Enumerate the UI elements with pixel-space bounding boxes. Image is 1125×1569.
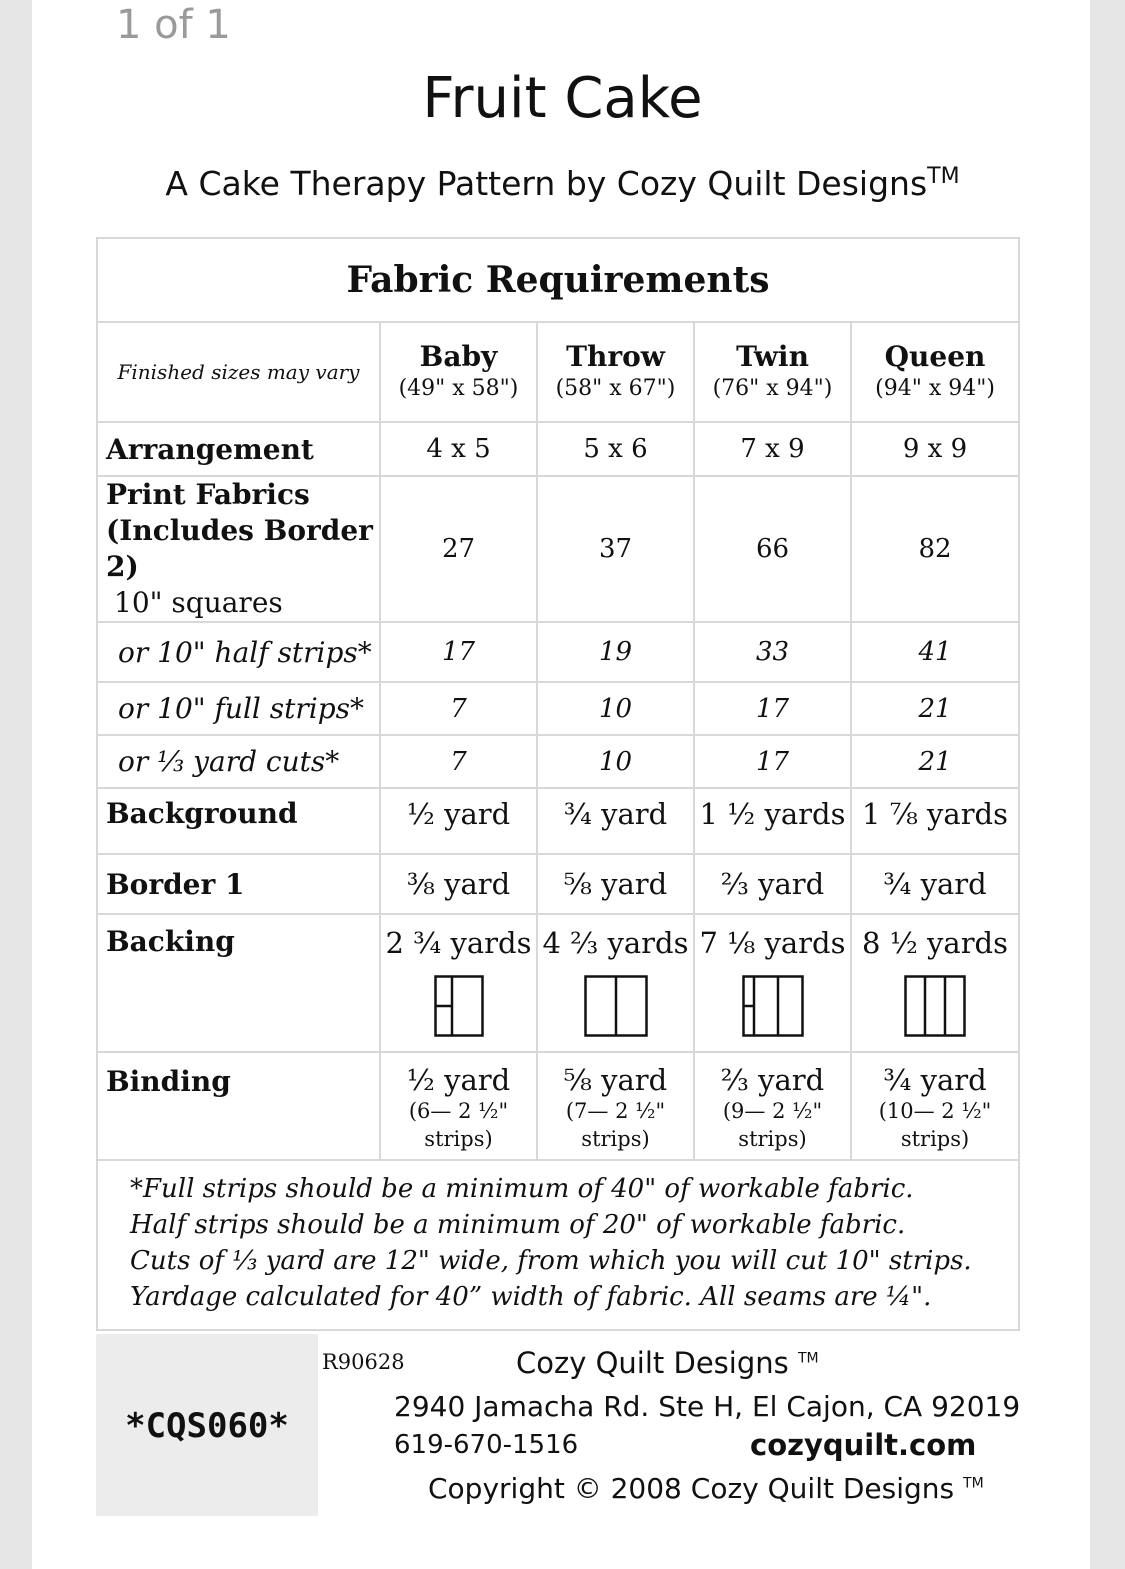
backing-diagram-throw-icon [584,975,648,1037]
size-header-baby [380,322,537,422]
cell-value: 17 [694,735,851,788]
cell-value: 37 [537,476,694,622]
backing-amount: 7 ⅛ yards [699,926,846,960]
table-row-binding [97,1052,1019,1160]
row-label-border-1: Border 1 [97,854,380,914]
backing-diagram-twin-icon [742,975,804,1037]
barcode-box [96,1334,318,1516]
footnotes [97,1160,1019,1330]
binding-strip-count: (7— 2 ½" [565,1099,666,1123]
barcode-text: *CQS060* [125,1406,289,1446]
cell-value: 21 [851,735,1019,788]
size-header-twin [694,322,851,422]
size-header-row [97,322,1019,422]
footnote-line: *Full strips should be a minimum of 40" of workable fabric. [130,1174,914,1204]
finished-sizes-note: Finished sizes may vary [97,322,380,422]
cell-value: 7 [380,682,537,735]
size-header-throw [537,322,694,422]
row-label-print-fabrics [97,476,380,622]
backing-amount: 8 ½ yards [862,926,1009,960]
squares-label: 10" squares [114,586,283,619]
binding-amount: ⅝ yard [563,1063,668,1097]
footnote-line: Cuts of ⅓ yard are 12" wide, from which you will cut 10" strips. [130,1246,972,1276]
backing-cell-twin [694,914,851,1052]
cell-value: 7 x 9 [694,422,851,476]
size-header-queen [851,322,1019,422]
fabric-requirements-table [96,237,1020,1331]
cell-value: ¾ yard [537,788,694,854]
page-indicator: 1 of 1 [116,2,231,48]
size-name: Twin [736,340,809,373]
cell-value: 10 [537,682,694,735]
pattern-subtitle [0,164,1125,203]
backing-amount: 4 ⅔ yards [542,926,689,960]
table-row-print-fabrics [97,476,1019,622]
row-label-backing: Backing [97,914,380,1052]
backing-cell-throw [537,914,694,1052]
cell-value: 9 x 9 [851,422,1019,476]
cell-value: 66 [694,476,851,622]
table-row-arrangement [97,422,1019,476]
copyright-trademark: TM [963,1475,984,1492]
cell-value: 33 [694,622,851,682]
row-label-full-strips: or 10" full strips* [97,682,380,735]
row-label-half-strips: or 10" half strips* [97,622,380,682]
copyright-text: Copyright © 2008 Cozy Quilt Designs [428,1472,955,1505]
cell-value: 4 x 5 [380,422,537,476]
binding-cell-baby [380,1052,537,1160]
table-title: Fabric Requirements [97,238,1019,322]
size-name: Queen [884,340,986,373]
print-fabrics-label: Print Fabrics [106,478,310,511]
binding-strip-unit: strips) [900,1127,970,1151]
cell-value: 10 [537,735,694,788]
copyright-notice [428,1472,984,1505]
binding-strip-count: (6— 2 ½" [408,1099,509,1123]
binding-strip-count: (10— 2 ½" [878,1099,992,1123]
cell-value: ½ yard [380,788,537,854]
backing-amount: 2 ¾ yards [385,926,532,960]
company-address: 2940 Jamacha Rd. Ste H, El Cajon, CA 92019 [394,1390,1021,1423]
binding-cell-twin [694,1052,851,1160]
cell-value: ¾ yard [851,854,1019,914]
cell-value: 17 [694,682,851,735]
cell-value: 27 [380,476,537,622]
binding-strip-unit: strips) [738,1127,807,1151]
cell-value: 5 x 6 [537,422,694,476]
binding-strip-unit: strips) [581,1127,650,1151]
cell-value: 19 [537,622,694,682]
cell-value: 1 ⅞ yards [851,788,1019,854]
size-name: Throw [566,340,665,373]
company-trademark: TM [797,1350,819,1367]
revision-code: R90628 [322,1350,405,1374]
size-dimensions: (58" x 67") [555,376,676,401]
subtitle-text: A Cake Therapy Pattern by Cozy Quilt Designs [165,164,928,203]
binding-cell-throw [537,1052,694,1160]
company-phone: 619-670-1516 [394,1430,579,1460]
size-dimensions: (76" x 94") [712,376,833,401]
cell-value: 82 [851,476,1019,622]
size-dimensions: (49" x 58") [398,376,519,401]
table-row-border-1 [97,854,1019,914]
row-label-arrangement: Arrangement [97,422,380,476]
binding-cell-queen [851,1052,1019,1160]
cell-value: 7 [380,735,537,788]
table-row-third-yard-cuts [97,735,1019,788]
cell-value: 41 [851,622,1019,682]
footnote-line: Half strips should be a minimum of 20" of workable fabric. [130,1210,906,1240]
cell-value: 17 [380,622,537,682]
cell-value: 1 ½ yards [694,788,851,854]
includes-border-label: (Includes Border 2) [106,514,373,583]
binding-strip-unit: strips) [424,1127,493,1151]
table-row-notes [97,1160,1019,1330]
binding-amount: ⅔ yard [720,1063,825,1097]
table-row-backing [97,914,1019,1052]
binding-amount: ½ yard [406,1063,511,1097]
table-row-full-strips [97,682,1019,735]
footnote-line: Yardage calculated for 40” width of fabric. All seams are ¼". [130,1282,932,1312]
size-dimensions: (94" x 94") [875,376,995,401]
pattern-title: Fruit Cake [422,66,703,131]
cell-value: 21 [851,682,1019,735]
binding-strip-count: (9— 2 ½" [722,1099,823,1123]
cell-value: ⅔ yard [694,854,851,914]
row-label-background: Background [97,788,380,854]
cell-value: ⅝ yard [537,854,694,914]
company-website: cozyquilt.com [750,1428,977,1462]
binding-amount: ¾ yard [883,1063,987,1097]
backing-diagram-baby-icon [434,975,484,1037]
size-name: Baby [419,340,498,373]
company-name [516,1346,819,1380]
backing-cell-baby [380,914,537,1052]
row-label-binding: Binding [97,1052,380,1160]
row-label-third-yard-cuts: or ⅓ yard cuts* [97,735,380,788]
backing-cell-queen [851,914,1019,1052]
table-row-background [97,788,1019,854]
cell-value: ⅜ yard [380,854,537,914]
table-row-half-strips [97,622,1019,682]
company-name-text: Cozy Quilt Designs [516,1346,789,1380]
backing-diagram-queen-icon [904,975,966,1037]
subtitle-trademark: TM [927,164,960,189]
